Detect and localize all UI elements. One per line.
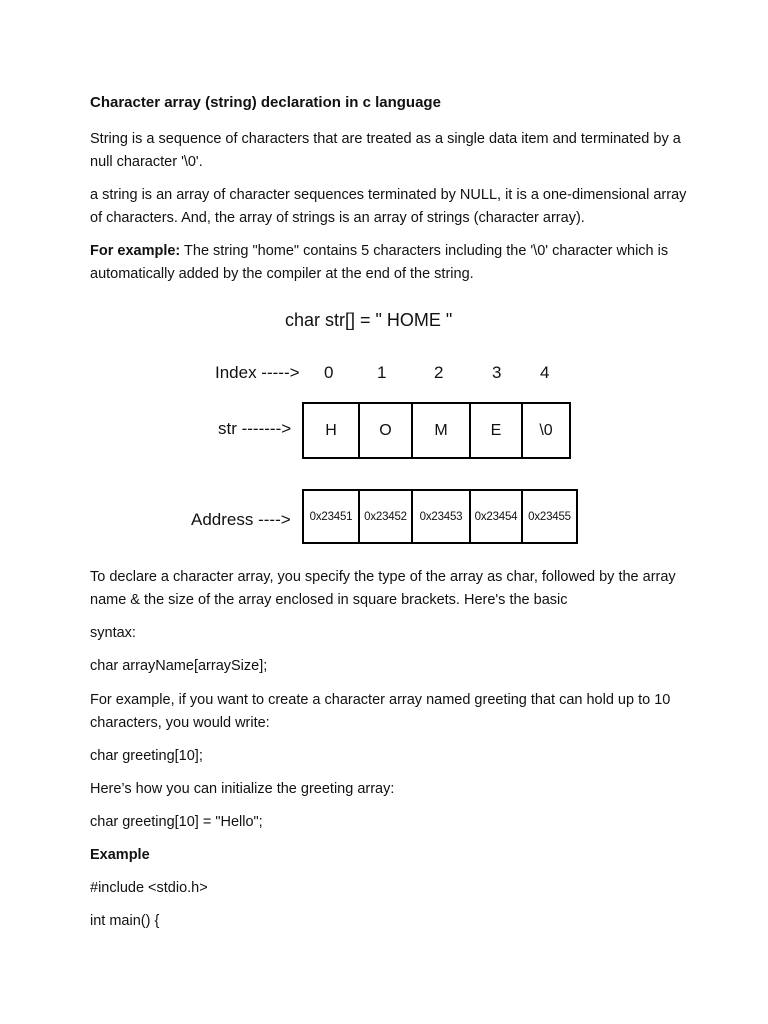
code-include-line: #include <stdio.h>	[90, 880, 208, 896]
paragraph-declare-array: To declare a character array, you specify the type of the array as char, followed by the array name & the size of the array enclosed in square brackets. Here's the basic	[90, 569, 676, 608]
index-1: 1	[377, 363, 387, 382]
code-syntax-line: char arrayName[arraySize];	[90, 658, 268, 674]
char-cell-4: \0	[539, 421, 553, 439]
page-title: Character array (string) declaration in c language	[90, 94, 441, 111]
char-cell-3: E	[471, 404, 523, 457]
paragraph-initialize: Here’s how you can initialize the greeting array:	[90, 781, 395, 797]
index-3: 3	[492, 363, 502, 382]
index-0: 0	[324, 363, 334, 382]
paragraph-greeting-example: For example, if you want to create a character array named greeting that can hold up to 10 characters, you would write:	[90, 692, 671, 731]
index-label: Index ----->	[215, 363, 300, 382]
address-cell-2: 0x23453	[413, 491, 471, 542]
address-cells-row	[302, 489, 578, 544]
paragraph-string-array: a string is an array of character sequences terminated by NULL, it is a one-dimensional array of characters. And, the array of strings is an array of strings (character array).	[90, 187, 687, 226]
code-main-line: int main() {	[90, 913, 160, 929]
paragraph-syntax: syntax:	[90, 625, 136, 641]
declaration-label: char str[] = " HOME "	[285, 310, 453, 330]
address-cell-0: 0x23451	[304, 491, 360, 542]
char-cell-1: O	[360, 404, 413, 457]
index-4: 4	[540, 363, 550, 382]
char-cell-2: M	[413, 404, 471, 457]
for-example-text: The string "home" contains 5 characters including the '\0' character which is automatically added by the compiler at the end of the string.	[90, 243, 669, 282]
code-greeting-declaration: char greeting[10];	[90, 748, 203, 764]
for-example-label: For example:	[90, 243, 181, 259]
address-cell-1: 0x23452	[360, 491, 413, 542]
paragraph-for-example	[90, 240, 690, 285]
code-greeting-init: char greeting[10] = "Hello";	[90, 814, 263, 830]
address-label: Address ---->	[191, 510, 291, 529]
string-array-diagram	[0, 300, 768, 560]
str-label: str ------->	[218, 419, 292, 438]
address-cell-4: 0x23455	[528, 510, 571, 523]
example-heading: Example	[90, 847, 150, 863]
paragraph-string-definition: String is a sequence of characters that are treated as a single data item and terminated by a null character '\0'.	[90, 131, 681, 170]
char-cells-row	[302, 402, 571, 459]
address-cell-3: 0x23454	[471, 491, 523, 542]
index-2: 2	[434, 363, 444, 382]
char-cell-0: H	[304, 404, 360, 457]
